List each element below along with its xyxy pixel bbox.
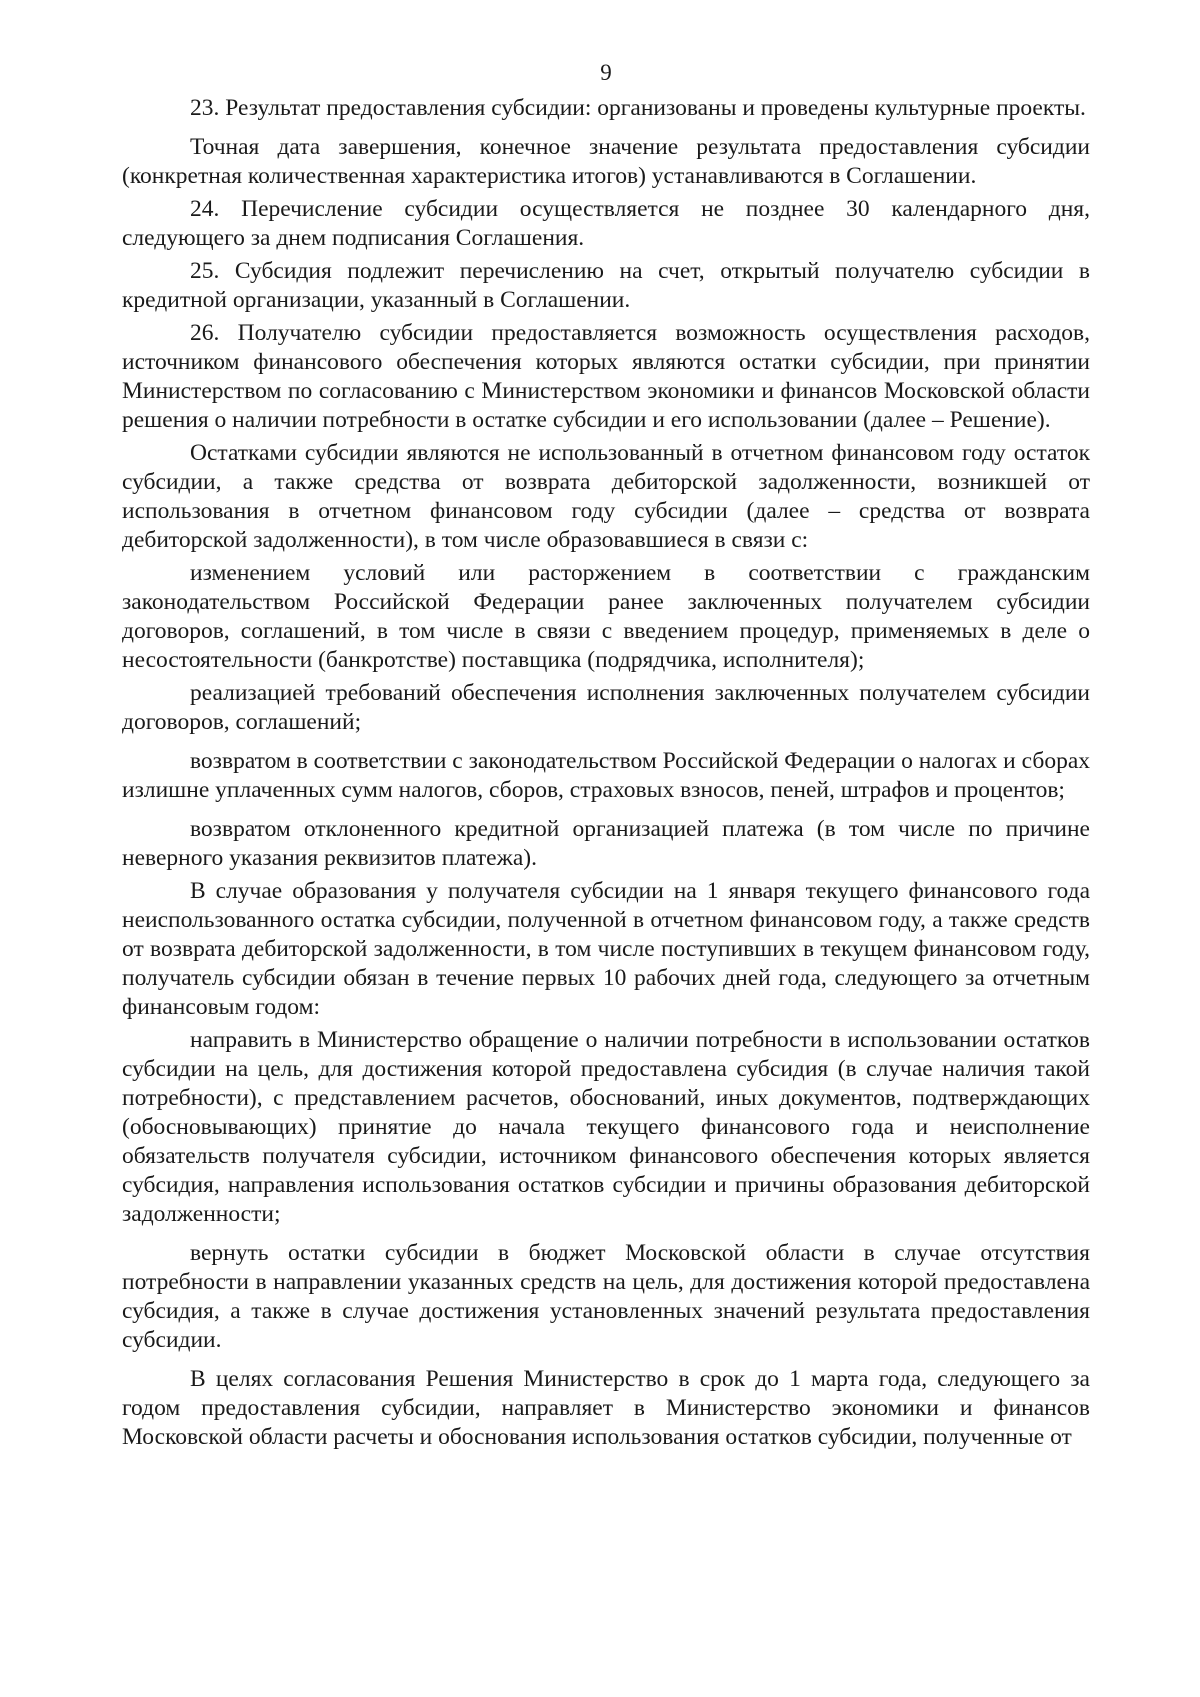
list-item-contract-change: изменением условий или расторжением в соответствии с гражданским законодательством Российской Федерации ранее заключенных получателем субсидии договоров, соглашений, в том числе в связи с введением процедур, применяемых в деле о несостоятельности (банкротстве) поставщика (подрядчика, исполнителя); [122,560,1090,673]
paragraph-26-remainders: 26. Получателю субсидии предоставляется возможность осуществления расходов, источником финансового обеспечения которых являются остатки субсидии, при принятии Министерством по согласованию с Министерством экономики и финансов Московской области решения о наличии потребности в остатке субсидии и его использовании (далее – Решение). [122,320,1090,433]
list-item-return-remainders: вернуть остатки субсидии в бюджет Московской области в случае отсутствия потребности в направлении указанных средств на цель, для достижения которой предоставлена субсидия, а также в случае достижения установленных значений результата предоставления субсидии. [122,1240,1090,1353]
list-item-rejected-payment: возвратом отклоненного кредитной организацией платежа (в том числе по причине неверного указания реквизитов платежа). [122,816,1090,871]
page-number: 9 [600,60,612,85]
list-item-send-request: направить в Министерство обращение о наличии потребности в использовании остатков субсидии на цель, для достижения которой предоставлена субсидия (в случае наличия такой потребности), с представлением расчетов, обоснований, иных документов, подтверждающих (обосновывающих) принятие до начала текущего финансового года и неисполнение обязательств получателя субсидии, источником финансового обеспечения которых является субсидия, направления использования остатков субсидии и причины образования дебиторской задолженности; [122,1027,1090,1227]
paragraph-25-account: 25. Субсидия подлежит перечислению на счет, открытый получателю субсидии в кредитной организации, указанный в Соглашении. [122,258,1090,313]
paragraph-24-transfer: 24. Перечисление субсидии осуществляется не позднее 30 календарного дня, следующего за днем подписания Соглашения. [122,196,1090,251]
list-item-security-requirements: реализацией требований обеспечения исполнения заключенных получателем субсидии договоров, соглашений; [122,680,1090,735]
paragraph-decision-approval: В целях согласования Решения Министерство в срок до 1 марта года, следующего за годом предоставления субсидии, направляет в Министерство экономики и финансов Московской области расчеты и обоснования использования остатков субсидии, полученные от [122,1366,1090,1450]
paragraph-remainders-definition: Остатками субсидии являются не использованный в отчетном финансовом году остаток субсидии, а также средства от возврата дебиторской задолженности, возникшей от использования в отчетном финансовом году субсидии (далее – средства от возврата дебиторской задолженности), в том числе образовавшиеся в связи с: [122,440,1090,553]
paragraph-unused-remainder: В случае образования у получателя субсидии на 1 января текущего финансового года неиспользованного остатка субсидии, полученной в отчетном финансовом году, а также средств от возврата дебиторской задолженности, в том числе поступивших в текущем финансовом году, получатель субсидии обязан в течение первых 10 рабочих дней года, следующего за отчетным финансовым годом: [122,878,1090,1020]
paragraph-completion-date: Точная дата завершения, конечное значение результата предоставления субсидии (конкретная количественная характеристика итогов) устанавливаются в Соглашении. [122,134,1090,189]
paragraph-23-result: 23. Результат предоставления субсидии: организованы и проведены культурные проекты. [190,95,1086,121]
list-item-tax-refund: возвратом в соответствии с законодательством Российской Федерации о налогах и сборах излишне уплаченных сумм налогов, сборов, страховых взносов, пеней, штрафов и процентов; [122,748,1090,803]
